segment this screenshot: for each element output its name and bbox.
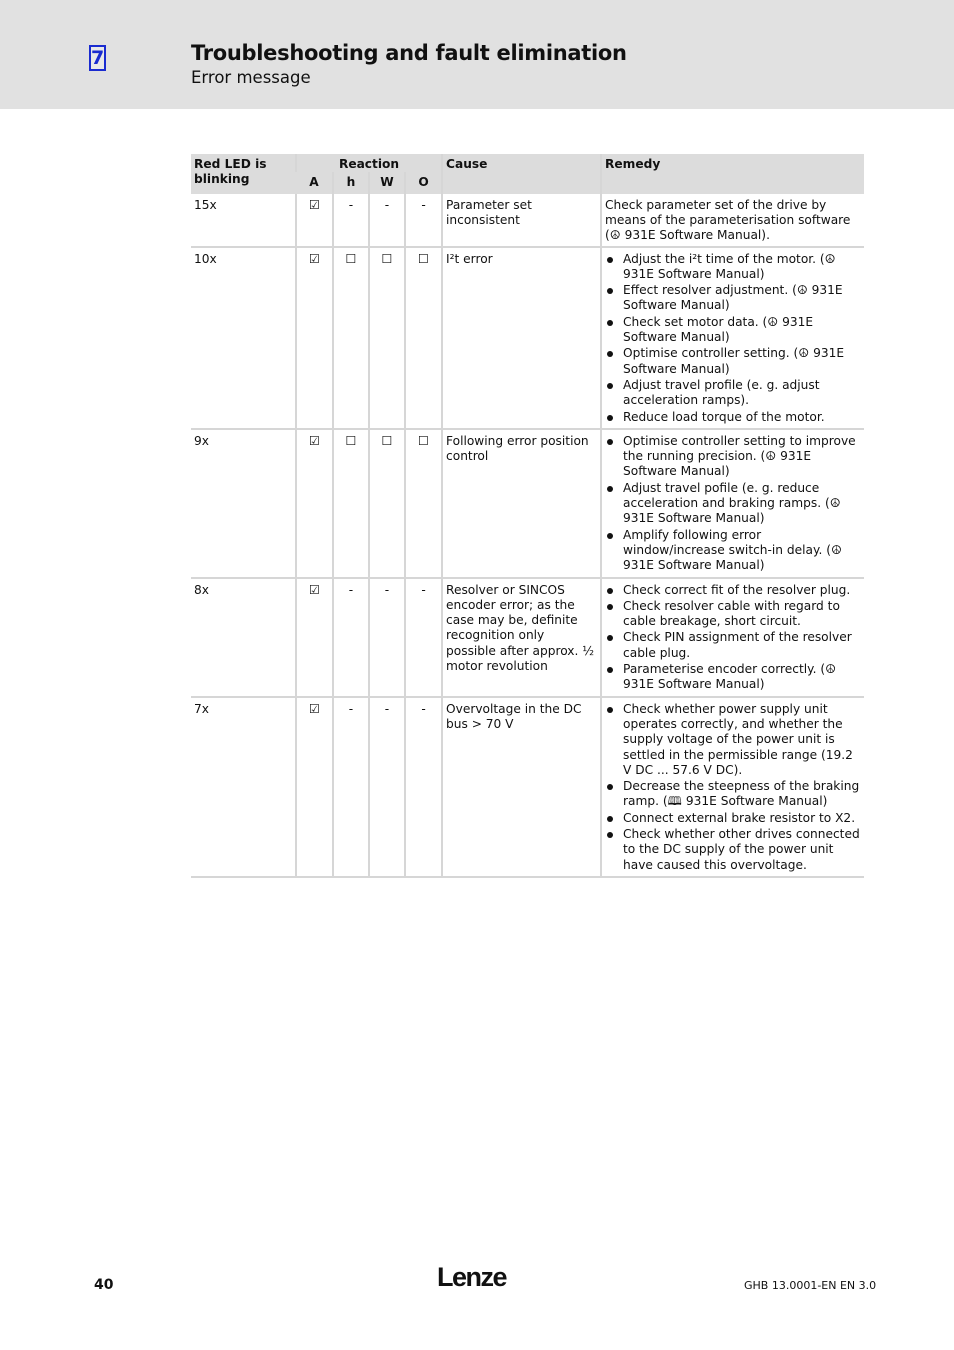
cause-cell: I²t error <box>442 247 601 429</box>
header-cause: Cause <box>442 154 601 194</box>
remedy-item: Check whether other drives connected to the DC supply of the power unit have caused this overvoltage. <box>605 827 861 873</box>
remedy-cell <box>601 697 864 877</box>
reaction-flag-w: - <box>369 697 405 877</box>
remedy-item: Optimise controller setting to improve the running precision. (☮ 931E Software Manual) <box>605 434 861 480</box>
cause-cell: Parameter set inconsistent <box>442 194 601 247</box>
chapter-number: 7 <box>91 47 105 69</box>
reaction-flag-a: ☑ <box>296 697 333 877</box>
remedy-item: Adjust travel pofile (e. g. reduce acceleration and braking ramps. (☮ 931E Software Manual) <box>605 481 861 527</box>
reaction-flag-h: - <box>333 194 369 247</box>
cause-cell: Resolver or SINCOS encoder error; as the case may be, definite recognition only possible after approx. ½ motor revolution <box>442 578 601 697</box>
table-row <box>191 697 864 877</box>
remedy-cell <box>601 247 864 429</box>
led-blink-count: 15x <box>191 194 296 247</box>
header-flag-w: W <box>369 172 405 193</box>
remedy-item: Check whether power supply unit operates correctly, and whether the supply voltage of the power unit is settled in the permissible range (19.2 V DC ... 57.6 V DC). <box>605 702 861 778</box>
remedy-item: Adjust travel profile (e. g. adjust acceleration ramps). <box>605 378 861 409</box>
reaction-flag-w: - <box>369 194 405 247</box>
remedy-cell <box>601 194 864 247</box>
lenze-logo: Lenze <box>437 1262 507 1292</box>
remedy-item: Check correct fit of the resolver plug. <box>605 583 861 598</box>
reaction-flag-a: ☑ <box>296 247 333 429</box>
remedy-item: Check set motor data. (☮ 931E Software Manual) <box>605 315 861 346</box>
header-reaction: Reaction <box>296 154 442 172</box>
table-row <box>191 247 864 429</box>
reaction-flag-a: ☑ <box>296 578 333 697</box>
header-led: Red LED is blinking <box>191 154 296 194</box>
led-blink-count: 7x <box>191 697 296 877</box>
reaction-flag-a: ☑ <box>296 429 333 578</box>
remedy-list <box>605 702 861 873</box>
cause-cell: Following error position control <box>442 429 601 578</box>
reaction-flag-o: ☐ <box>405 429 442 578</box>
header-flag-o: O <box>405 172 442 193</box>
remedy-item: Parameterise encoder correctly. (☮ 931E Software Manual) <box>605 662 861 693</box>
remedy-item: Effect resolver adjustment. (☮ 931E Software Manual) <box>605 283 861 314</box>
table-row <box>191 429 864 578</box>
page-number: 40 <box>94 1277 114 1293</box>
header-remedy: Remedy <box>601 154 864 194</box>
led-blink-count: 10x <box>191 247 296 429</box>
remedy-list <box>605 583 861 693</box>
error-table <box>191 154 864 878</box>
remedy-item: Adjust the i²t time of the motor. (☮ 931E Software Manual) <box>605 252 861 283</box>
reaction-flag-o: - <box>405 578 442 697</box>
table-row <box>191 194 864 247</box>
reaction-flag-a: ☑ <box>296 194 333 247</box>
cause-cell: Overvoltage in the DC bus > 70 V <box>442 697 601 877</box>
remedy-list <box>605 434 861 574</box>
reaction-flag-h: - <box>333 697 369 877</box>
table-row <box>191 578 864 697</box>
table-header-row <box>191 154 864 172</box>
remedy-cell <box>601 578 864 697</box>
page-title: Troubleshooting and fault elimination <box>191 41 627 65</box>
remedy-list <box>605 252 861 425</box>
remedy-item: Reduce load torque of the motor. <box>605 410 861 425</box>
remedy-item: Check resolver cable with regard to cable breakage, short circuit. <box>605 599 861 630</box>
reaction-flag-o: - <box>405 697 442 877</box>
reaction-flag-h: ☐ <box>333 429 369 578</box>
header-flag-a: A <box>296 172 333 193</box>
page-header <box>0 0 954 109</box>
header-flag-h: h <box>333 172 369 193</box>
page-subtitle: Error message <box>191 68 311 87</box>
reaction-flag-w: ☐ <box>369 429 405 578</box>
remedy-item: Optimise controller setting. (☮ 931E Software Manual) <box>605 346 861 377</box>
remedy-text: Check parameter set of the drive by means of the parameterisation software (☮ 931E Software Manual). <box>605 197 851 243</box>
reaction-flag-w: - <box>369 578 405 697</box>
reaction-flag-h: - <box>333 578 369 697</box>
remedy-cell <box>601 429 864 578</box>
remedy-item: Amplify following error window/increase switch-in delay. (☮ 931E Software Manual) <box>605 528 861 574</box>
document-id: GHB 13.0001-EN EN 3.0 <box>744 1279 877 1292</box>
reaction-flag-h: ☐ <box>333 247 369 429</box>
reaction-flag-o: - <box>405 194 442 247</box>
reaction-flag-w: ☐ <box>369 247 405 429</box>
remedy-item: Connect external brake resistor to X2. <box>605 811 861 826</box>
led-blink-count: 8x <box>191 578 296 697</box>
table-body <box>191 194 864 877</box>
remedy-item: Check PIN assignment of the resolver cable plug. <box>605 630 861 661</box>
led-blink-count: 9x <box>191 429 296 578</box>
reaction-flag-o: ☐ <box>405 247 442 429</box>
remedy-item: Decrease the steepness of the braking ramp. (🕮 931E Software Manual) <box>605 779 861 810</box>
